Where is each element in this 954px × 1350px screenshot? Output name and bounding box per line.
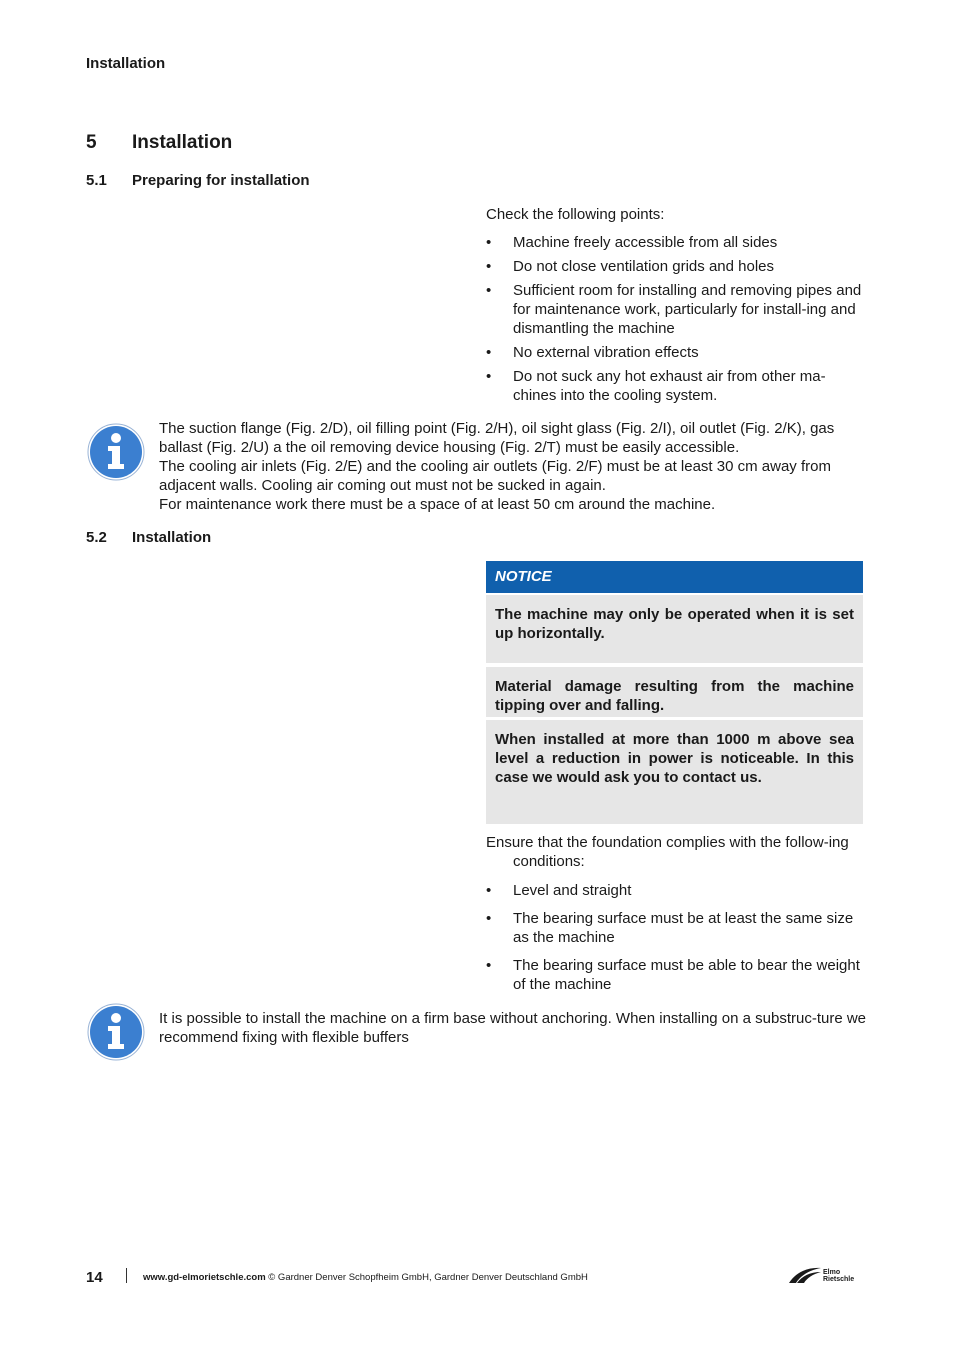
foundation-intro: Ensure that the foundation complies with the follow-ing conditions: (486, 834, 849, 870)
info-icon (87, 423, 145, 481)
list-item: • The bearing surface must be at least the same size as the machine (486, 909, 864, 947)
subsection-heading-5-2 (86, 529, 211, 546)
info-note-accessibility (159, 419, 867, 514)
notice-header: NOTICE (486, 561, 863, 593)
page-number: 14 (86, 1269, 103, 1286)
list-item: • Sufficient room for installing and removing pipes and for maintenance work, particularly for install-ing and dismantling the machine (486, 281, 864, 338)
notice-item: The machine may only be operated when it is set up horizontally. (486, 595, 863, 663)
section-number: 5 (86, 132, 97, 153)
logo-wordmark (823, 1269, 854, 1283)
subsection-title: Installation (132, 529, 212, 546)
list-item: • Do not close ventilation grids and holes (486, 257, 864, 276)
notice-item: Material damage resulting from the machine tipping over and falling. (486, 667, 863, 717)
checklist (486, 233, 864, 410)
info-line: The suction flange (Fig. 2/D), oil filling point (Fig. 2/H), oil sight glass (Fig. 2/I), oil outlet (Fig. 2/K), gas ballast (Fig. 2/U) a the oil removing device housing (Fig. 2/T) must be easily accessible. (159, 420, 835, 456)
list-item: • No external vibration effects (486, 343, 864, 362)
footer-divider (126, 1268, 127, 1283)
section-heading (86, 132, 232, 154)
subsection-title: Preparing for installation (132, 172, 310, 189)
subsection-number: 5.1 (86, 172, 107, 189)
list-item: • The bearing surface must be able to bear the weight of the machine (486, 956, 864, 994)
footer-text (143, 1272, 588, 1283)
section-title: Installation (132, 132, 233, 153)
info-icon (87, 1003, 145, 1061)
notice-item: When installed at more than 1000 m above sea level a reduction in power is noticeable. In this case we would ask you to contact us. (486, 720, 863, 824)
list-item: • Level and straight (486, 881, 864, 900)
logo-line: Elmo (823, 1269, 841, 1276)
checklist-intro: Check the following points: (486, 206, 665, 223)
footer-copyright: © Gardner Denver Schopfheim GmbH, Gardner Denver Deutschland GmbH (265, 1272, 588, 1283)
footer-url: www.gd-elmorietschle.com (143, 1272, 266, 1283)
info-line: The cooling air inlets (Fig. 2/E) and the cooling air outlets (Fig. 2/F) must be at least 30 cm away from adjacent walls. Cooling air coming out must not be sucked in again. (159, 458, 831, 494)
list-item: • Machine freely accessible from all sides (486, 233, 864, 252)
subsection-heading-5-1 (86, 172, 310, 189)
logo-line: Rietschle (823, 1276, 855, 1283)
list-item: • Do not suck any hot exhaust air from other ma-chines into the cooling system. (486, 367, 864, 405)
info-note-anchoring: It is possible to install the machine on a firm base without anchoring. When installing on a substruc-ture we recommend fixing with flexible buffers (159, 1010, 867, 1046)
running-header: Installation (86, 55, 166, 72)
swoosh-icon (788, 1266, 822, 1284)
foundation-list (486, 881, 864, 999)
info-line: For maintenance work there must be a space of at least 50 cm around the machine. (159, 496, 716, 513)
subsection-number: 5.2 (86, 529, 107, 546)
